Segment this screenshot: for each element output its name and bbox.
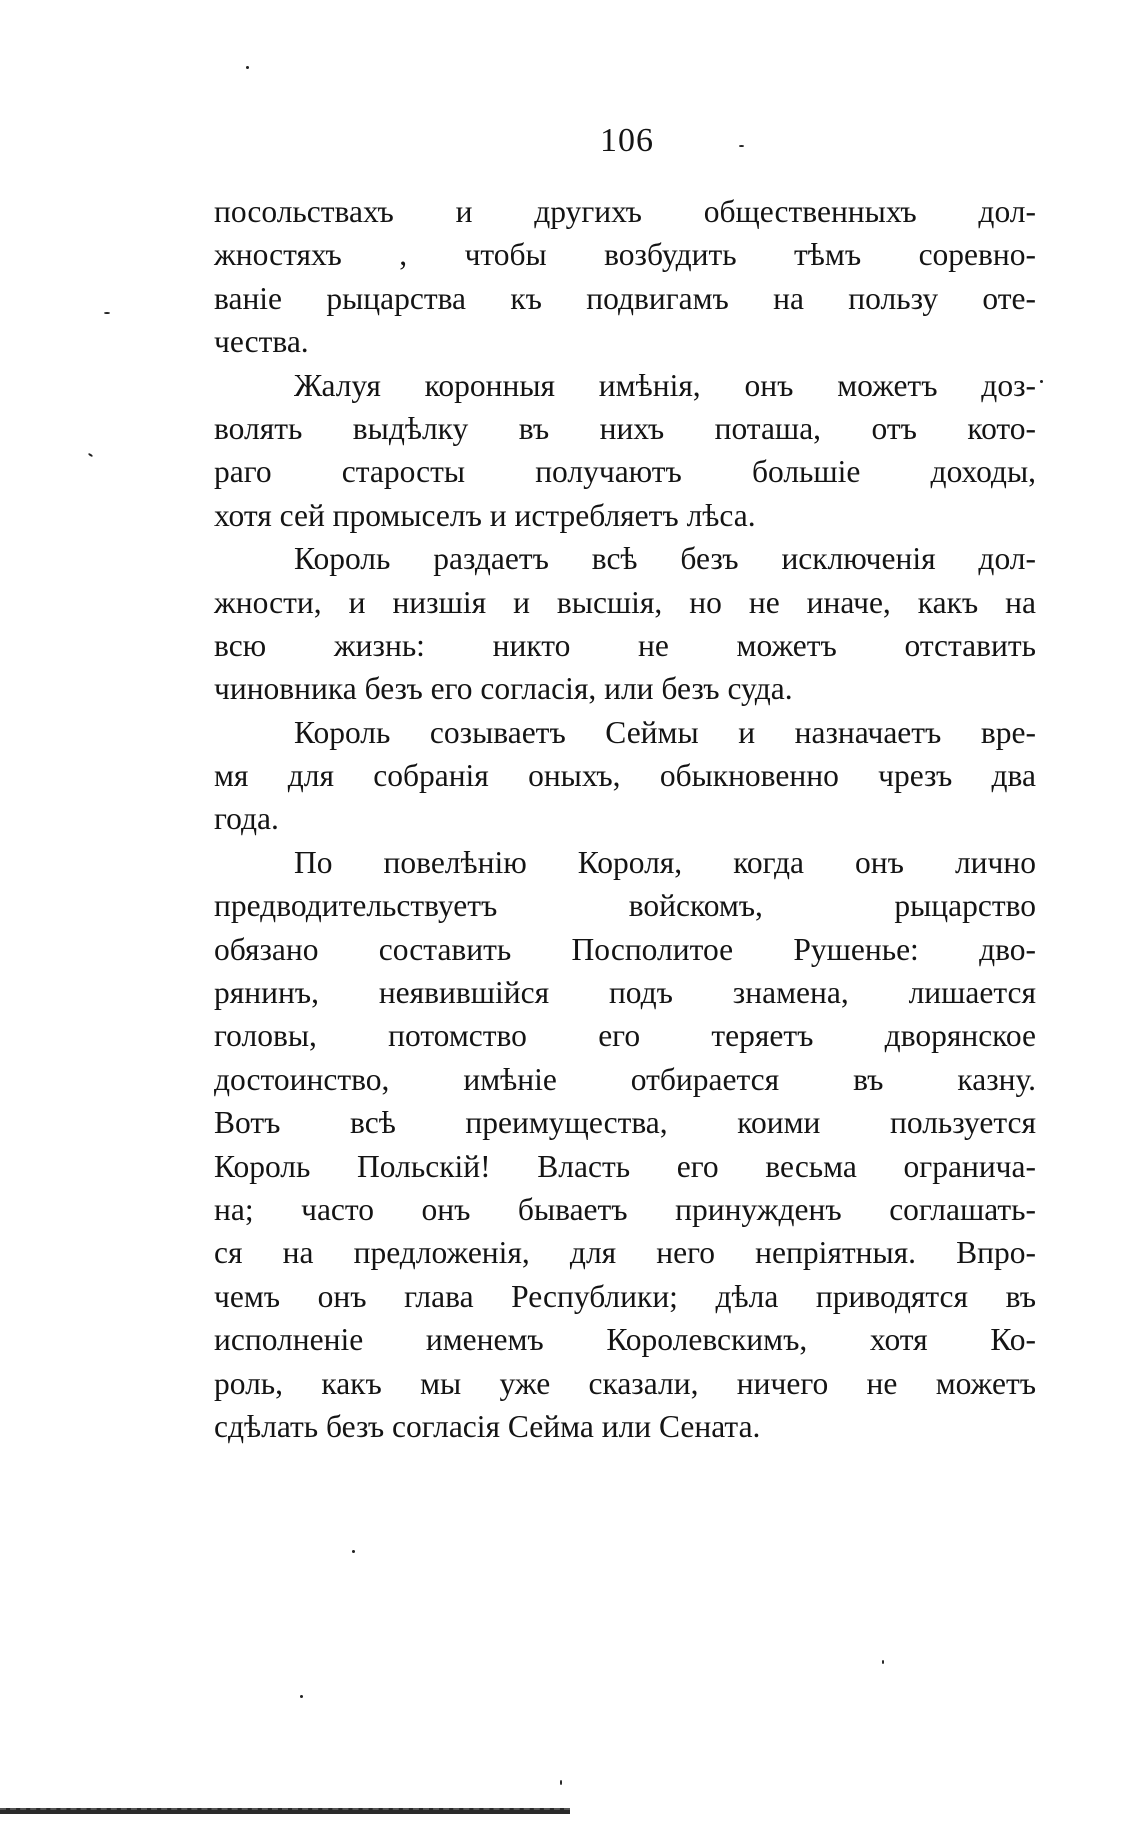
paragraph [214, 711, 1036, 841]
bottom-edge-rule [0, 1808, 570, 1814]
text-line: жностяхъ , чтобы возбудить тѣмъ соревно- [214, 237, 1036, 273]
text-line: исполненіе именемъ Королевскимъ, хотя Ко- [214, 1322, 1036, 1358]
text-line: мя для собранія оныхъ, обыкновенно чрезъ два [214, 758, 1036, 794]
text-line: рянинъ, неявившійся подъ знамена, лишается [214, 975, 1036, 1011]
text-line: достоинство, имѣніе отбирается въ казну. [214, 1061, 1036, 1097]
text-line: всю жизнь: никто не можетъ отставить [214, 627, 1036, 663]
text-line: чества. [214, 324, 309, 360]
text-line: Король Польскій! Власть его весьма огранича- [214, 1148, 1036, 1184]
scan-speck [300, 1695, 303, 1698]
text-line: роль, какъ мы уже сказали, ничего не можетъ [214, 1365, 1036, 1401]
text-line: на; часто онъ бываетъ принужденъ соглашать- [214, 1191, 1036, 1227]
text-line: обязано составить Посполитое Рушенье: дво- [214, 931, 1036, 967]
text-line: волять выдѣлку въ нихъ поташа, отъ кото- [214, 410, 1036, 446]
scan-speck [104, 312, 110, 314]
text-line: раго старосты получаютъ большіе доходы, [214, 454, 1036, 490]
text-line: ся на предложенія, для него непріятныя. Впро- [214, 1235, 1036, 1271]
paragraph [214, 537, 1036, 711]
text-line: Король раздаетъ всѣ безъ исключенія дол- [294, 541, 1036, 577]
page-number: 106 [600, 122, 654, 159]
text-line: чемъ онъ глава Республики; дѣла приводятся въ [214, 1278, 1036, 1314]
scan-speck [1040, 380, 1043, 383]
text-line: года. [214, 801, 279, 837]
text-line: предводительствуетъ войскомъ, рыцарство [214, 888, 1036, 924]
scan-speck [739, 145, 744, 147]
scan-speck [88, 453, 93, 458]
text-line: посольствахъ и другихъ общественныхъ дол- [214, 194, 1036, 229]
scan-speck [882, 1660, 884, 1664]
paragraph [214, 364, 1036, 538]
text-line: ваніе рыцарства къ подвигамъ на пользу оте- [214, 280, 1036, 316]
body-text [214, 190, 1036, 1448]
text-line: Жалуя коронныя имѣнія, онъ можетъ доз- [294, 367, 1036, 403]
text-line: сдѣлать безъ согласія Сейма или Сената. [214, 1408, 761, 1444]
text-line: хотя сей промыселъ и истребляетъ лѣса. [214, 497, 756, 533]
paragraph [214, 841, 1036, 1448]
scan-speck [560, 1780, 562, 1785]
text-line: головы, потомство его теряетъ дворянское [214, 1018, 1036, 1054]
text-line: Вотъ всѣ преимущества, коими пользуется [214, 1105, 1036, 1141]
scan-speck [352, 1550, 355, 1553]
text-line: Король созываетъ Сеймы и назначаетъ вре- [294, 714, 1036, 750]
text-line: жности, и низшія и высшія, но не иначе, какъ на [214, 584, 1036, 620]
text-line: чиновника безъ его согласія, или безъ суда. [214, 671, 793, 707]
text-line: По повелѣнію Короля, когда онъ лично [294, 844, 1036, 880]
scan-speck [246, 66, 249, 69]
paragraph [214, 190, 1036, 364]
